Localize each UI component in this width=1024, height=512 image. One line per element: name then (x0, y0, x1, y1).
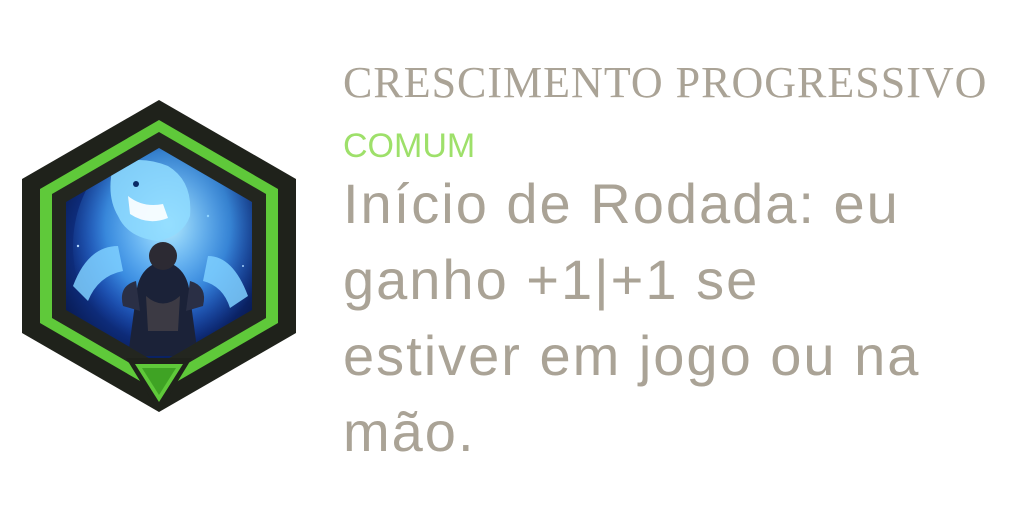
description-line: mão. (343, 400, 476, 463)
description-line: estiver em jogo ou na (343, 324, 921, 387)
card-info (343, 52, 1013, 470)
hex-frame (18, 96, 300, 416)
card-title: CRESCIMENTO PROGRESSIVO (343, 58, 988, 107)
description-line: Início de Rodada: eu (343, 172, 900, 235)
card-description (343, 166, 1008, 470)
rarity-label: COMUM (343, 127, 476, 165)
card-badge[interactable] (18, 96, 300, 416)
description-line: ganho +1|+1 se (343, 248, 760, 311)
